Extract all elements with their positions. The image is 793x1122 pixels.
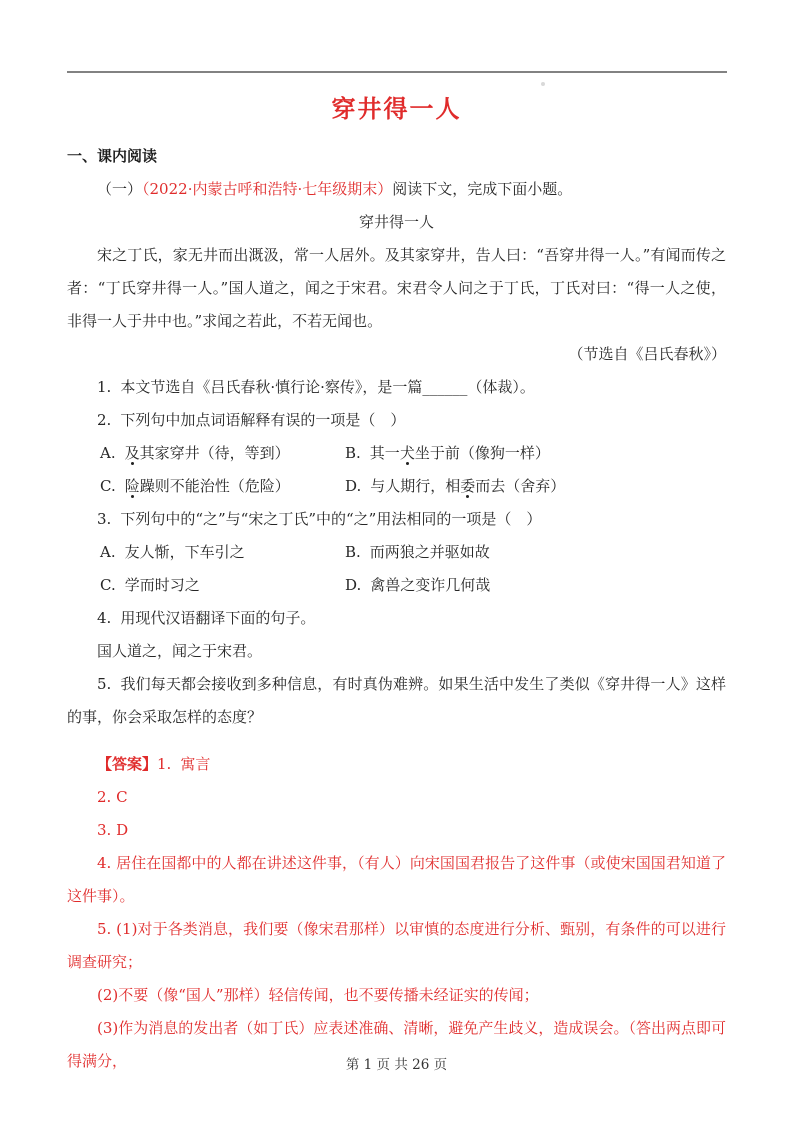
stray-mark [541, 82, 545, 86]
option-3a-text: 友人惭，下车引之 [124, 543, 245, 561]
answer-3: 3. D [97, 821, 129, 839]
question-1 [67, 371, 726, 404]
option-2a [100, 437, 345, 470]
passage-title: 穿井得一人 [358, 213, 434, 231]
option-2d-label: D. [345, 477, 362, 495]
page-footer: 第 1 页 共 26 页 [345, 1057, 448, 1073]
option-3c-text: 学而时习之 [124, 576, 200, 594]
question-2-text: 下列句中加点词语解释有误的一项是（ ） [120, 411, 406, 429]
exam-source-tag: （2022·内蒙古呼和浩特·七年级期末） [142, 180, 393, 198]
answer-1-number: 1. [157, 755, 172, 773]
option-3b-text: 而两狼之并驱如故 [369, 543, 490, 561]
answer-5-part-2: (2)不要（像“国人”那样）轻信传闻，也不要传播未经证实的传闻； [97, 986, 539, 1004]
section-heading: 一、课内阅读 [67, 147, 158, 165]
question-2-options-row-2 [67, 470, 726, 503]
option-2a-emphasized-char: 及 [124, 444, 140, 462]
option-2b [345, 437, 550, 470]
option-3d-text: 禽兽之变诈几何哉 [370, 576, 491, 594]
question-5-text: 我们每天都会接收到多种信息，有时真伪难辨。如果生活中发生了类似《穿井得一人》这样的事，你会采取怎样的态度？ [67, 675, 726, 726]
option-3a [100, 536, 345, 569]
option-3d-label: D. [345, 576, 362, 594]
answers-section [67, 748, 726, 1078]
header-rule [67, 71, 727, 73]
option-3b [345, 536, 490, 569]
exercise-intro [67, 173, 726, 206]
page-title: 穿井得一人 [331, 94, 462, 123]
option-2b-pre: 其一 [369, 444, 400, 462]
question-5-number: 5. [97, 675, 112, 693]
option-2c-label: C. [100, 477, 116, 495]
question-4-text: 用现代汉语翻译下面的句子。 [120, 609, 316, 627]
question-1-text: 本文节选自《吕氏春秋·慎行论·察传》，是一篇______（体裁）。 [120, 378, 535, 396]
question-3 [67, 503, 726, 536]
option-2c [100, 470, 345, 503]
answer-line-1 [67, 748, 726, 781]
intro-prefix: （一） [97, 180, 143, 198]
answers-header: 【答案】 [97, 755, 158, 773]
option-3c-label: C. [100, 576, 116, 594]
option-2b-label: B. [345, 444, 361, 462]
answer-2: 2. C [97, 788, 128, 806]
question-3-options-row-2 [67, 569, 726, 602]
option-2c-post: 躁则不能治性（危险） [139, 477, 290, 495]
option-2a-post: 其家穿井（待，等到） [139, 444, 290, 462]
answer-5-part-3: (3)作为消息的发出者（如丁氏）应表述准确、清晰，避免产生歧义，造成误会。（答出两点即可得满分， [67, 1019, 726, 1070]
question-3-text: 下列句中的“之”与“宋之丁氏”中的“之”用法相同的一项是（ ） [120, 510, 542, 528]
question-5 [67, 668, 726, 734]
option-2b-post: 坐于前（像狗一样） [414, 444, 550, 462]
question-1-number: 1. [97, 378, 112, 396]
answer-1-text: 寓言 [180, 755, 211, 773]
question-2-options-row-1 [67, 437, 726, 470]
option-2d-pre: 与人期行，相 [370, 477, 461, 495]
option-3c [100, 569, 345, 602]
option-2a-label: A. [100, 444, 116, 462]
answer-5-part-1: 5. (1)对于各类消息，我们要（像宋君那样）以审慎的态度进行分析、甄别，有条件的可以进行调查研究； [67, 920, 726, 971]
answer-4: 4. 居住在国都中的人都在讲述这件事，（有人）向宋国国君报告了这件事（或使宋国国君知道了这件事）。 [67, 854, 726, 905]
question-4-sentence: 国人道之，闻之于宋君。 [97, 642, 263, 660]
option-2c-emphasized-char: 险 [124, 477, 140, 495]
question-4 [67, 602, 726, 635]
question-3-number: 3. [97, 510, 112, 528]
question-2-number: 2. [97, 411, 112, 429]
option-2d-post: 而去（舍弃） [475, 477, 566, 495]
question-2 [67, 404, 726, 437]
passage-attribution: （节选自《吕氏春秋》） [568, 345, 726, 363]
intro-suffix: 阅读下文，完成下面小题。 [392, 180, 573, 198]
option-3b-label: B. [345, 543, 361, 561]
option-2d-emphasized-char: 委 [460, 477, 476, 495]
option-3a-label: A. [100, 543, 116, 561]
option-3d [345, 569, 490, 602]
question-4-number: 4. [97, 609, 112, 627]
option-2b-emphasized-char: 犬 [399, 444, 415, 462]
question-3-options-row-1 [67, 536, 726, 569]
option-2d [345, 470, 565, 503]
passage-body: 宋之丁氏，家无井而出溉汲，常一人居外。及其家穿井，告人曰：“吾穿井得一人。”有闻而传之者：“丁氏穿井得一人。”国人道之，闻之于宋君。宋君令人问之于丁氏，丁氏对曰：“得一人之使，非得一人于井中也。”求闻之若此，不若无闻也。 [67, 246, 726, 330]
